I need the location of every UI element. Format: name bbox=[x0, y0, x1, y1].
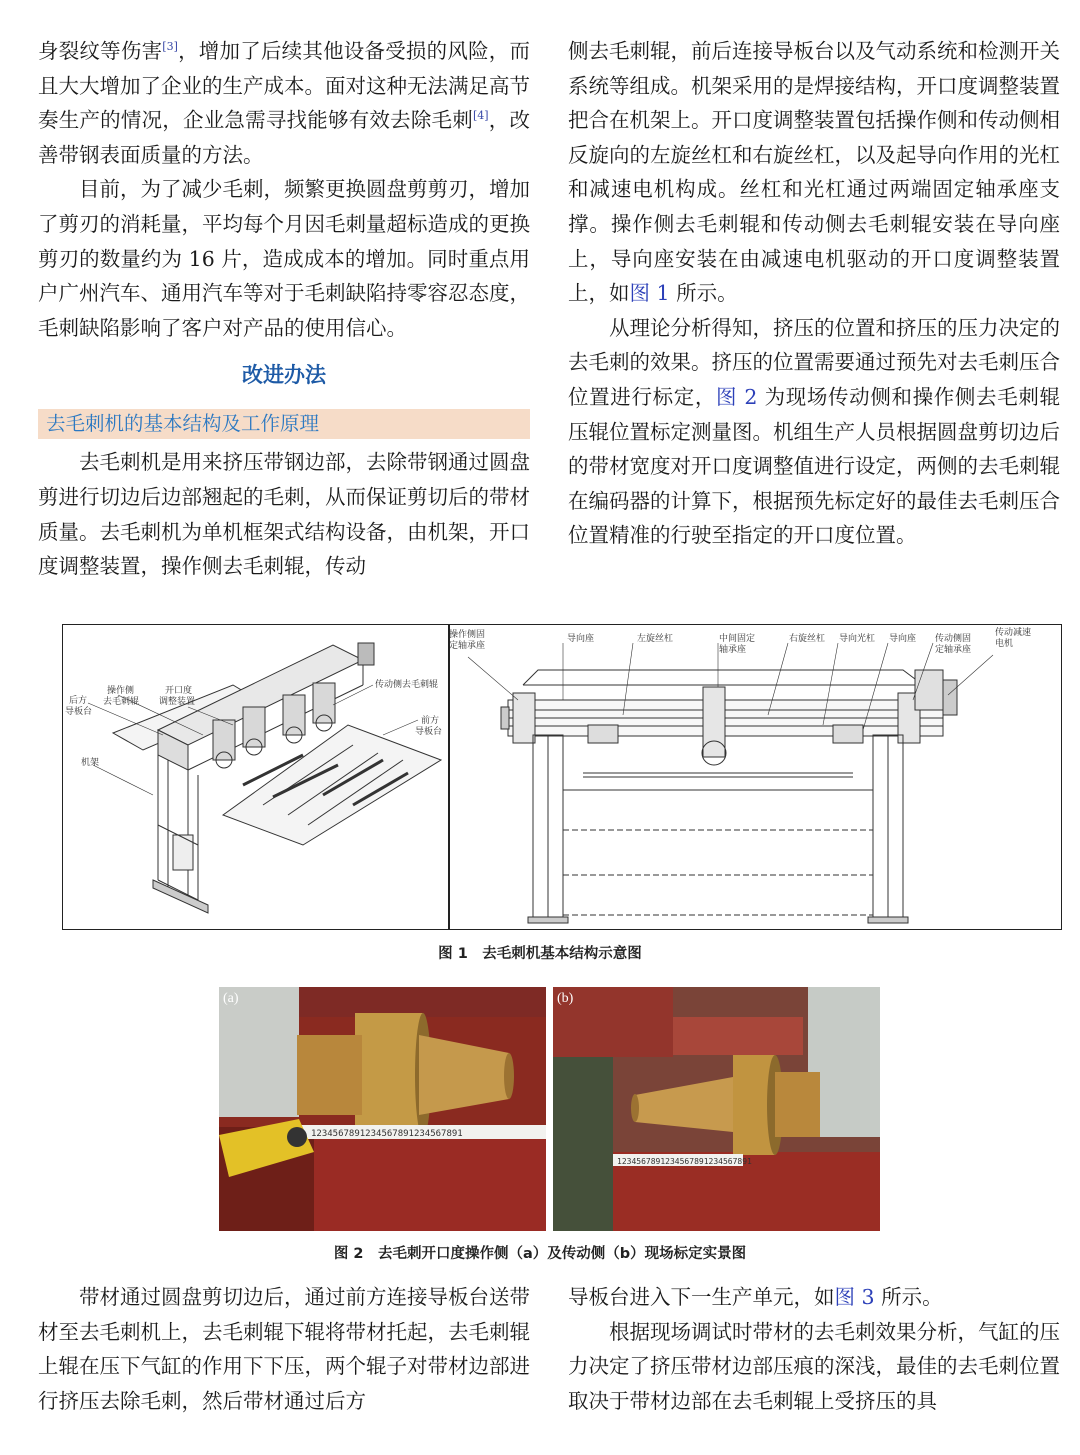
subsection-title: 去毛刺机的基本结构及工作原理 bbox=[38, 409, 530, 439]
figure-1-link[interactable]: 图 1 bbox=[629, 281, 670, 306]
paragraph-process: 带材通过圆盘剪切边后，通过前方连接导板台送带材至去毛刺机上，去毛刺辊下辊将带材托起，去毛刺辊上辊在压下气缸的作用下下压，两个辊子对带材边部进行挤压去除毛刺，然后带材通过后方 bbox=[38, 1285, 530, 1413]
figure-1 bbox=[62, 624, 1062, 930]
figure-2a-label: (a) bbox=[223, 991, 239, 1006]
svg-text:导向座: 导向座 bbox=[889, 634, 917, 644]
bottom-right-column bbox=[568, 1280, 1060, 1418]
figure-2a-photo bbox=[219, 987, 546, 1231]
paragraph-analysis: 根据现场调试时带材的去毛刺效果分析，气缸的压力决定了挤压带材边部压痕的深浅，最佳的去毛刺位置取决于带材边部在去毛刺辊上受挤压的具 bbox=[568, 1319, 1060, 1413]
figure-1-drawing bbox=[63, 625, 1063, 931]
svg-text:开口度调整装置: 开口度调整装置 bbox=[159, 686, 196, 707]
label-rear-guide-1: 后方 bbox=[69, 696, 88, 706]
figure-2b-label: (b) bbox=[557, 991, 574, 1006]
figure-2b-photo bbox=[553, 987, 880, 1231]
svg-text:导向光杠: 导向光杠 bbox=[839, 634, 876, 644]
svg-text:传动侧固定轴承座: 传动侧固定轴承座 bbox=[935, 634, 972, 655]
svg-text:操作侧去毛刺辊: 操作侧去毛刺辊 bbox=[103, 686, 140, 707]
svg-text:左旋丝杠: 左旋丝杠 bbox=[637, 634, 674, 644]
section-title: 改进办法 bbox=[242, 363, 326, 388]
paragraph-structure: 侧去毛刺辊，前后连接导板台以及气动系统和检测开关系统等组成。机架采用的是焊接结构，开口度调整装置把合在机架上。开口度调整装置包括操作侧和传动侧相反旋向的左旋丝杠和右旋丝杠，以及起导向作用的光杠和减速电机构成。丝杠和光杠通过两端固定轴承座支撑。操作侧去毛刺辊和传动侧去毛刺辊安装在导向座上，导向座安装在由减速电机驱动的开口度调整装置上，如图 1 所示。 bbox=[568, 39, 1060, 306]
right-column bbox=[568, 34, 1060, 553]
paragraph-intro-end: 身裂纹等伤害[3]，增加了后续其他设备受损的风险，而且大大增加了企业的生产成本。面对这种无法满足高节奏生产的情况，企业急需寻找能够有效去除毛刺[4]，改善带钢表面质量的方法。 bbox=[38, 39, 531, 167]
figure-2-link[interactable]: 图 2 bbox=[716, 384, 758, 409]
left-column bbox=[38, 34, 530, 584]
paragraph-current-situation: 目前，为了减少毛刺，频繁更换圆盘剪剪刃，增加了剪刃的消耗量，平均每个月因毛刺量超标造成的更换剪刃的数量约为 16 片，造成成本的增加。同时重点用户广州汽车、通用汽车等对于毛刺缺陷持零容忍态度，毛刺缺陷影响了客户对产品的使用信心。 bbox=[38, 177, 530, 340]
svg-text:传动减速电机: 传动减速电机 bbox=[995, 628, 1032, 649]
svg-text:右旋丝杠: 右旋丝杠 bbox=[789, 634, 826, 644]
ruler-text-a: 1234567891234567891234567891 bbox=[311, 1129, 463, 1139]
bottom-left-column bbox=[38, 1280, 530, 1418]
svg-text:传动侧去毛刺辊: 传动侧去毛刺辊 bbox=[375, 680, 439, 690]
svg-text:操作侧固定轴承座: 操作侧固定轴承座 bbox=[449, 630, 486, 651]
ruler-text-b: 1234567891234567891234567891 bbox=[617, 1157, 752, 1166]
machine-elevation-drawing bbox=[468, 643, 993, 923]
paragraph-process-end: 导板台进入下一生产单元，如图 3 所示。 bbox=[568, 1285, 943, 1309]
figure-1-caption: 图 1 去毛刺机基本结构示意图 bbox=[438, 946, 642, 962]
paragraph-theory: 从理论分析得知，挤压的位置和挤压的压力决定的去毛刺的效果。挤压的位置需要通过预先对去毛刺压合位置进行标定，图 2 为现场传动侧和操作侧去毛刺辊压辊位置标定测量图。机组生产人员根据圆盘剪切边后的带材宽度对开口度调整值进行设定，两侧的去毛刺辊在编码器的计算下，根据预先标定好的最佳去毛刺压合位置精准的行驶至指定的开口度位置。 bbox=[568, 315, 1061, 548]
figure-1-divider bbox=[448, 625, 450, 929]
svg-text:机架: 机架 bbox=[81, 758, 100, 768]
svg-text:后方导板台: 后方导板台 bbox=[65, 696, 93, 717]
figure-2-caption: 图 2 去毛刺开口度操作侧（a）及传动侧（b）现场标定实景图 bbox=[333, 1246, 747, 1262]
citation-4[interactable]: [4] bbox=[472, 109, 489, 123]
figure-3-link[interactable]: 图 3 bbox=[834, 1285, 875, 1309]
citation-3[interactable]: [3] bbox=[162, 40, 178, 54]
svg-text:中间固定轴承座: 中间固定轴承座 bbox=[719, 634, 756, 655]
svg-text:前方导板台: 前方导板台 bbox=[415, 716, 443, 737]
paragraph-deburr-intro: 去毛刺机是用来挤压带钢边部，去除带钢通过圆盘剪进行切边后边部翘起的毛刺，从而保证剪切后的带材质量。去毛刺机为单机框架式结构设备，由机架，开口度调整装置，操作侧去毛刺辊，传动 bbox=[38, 450, 530, 579]
svg-text:导向座: 导向座 bbox=[567, 634, 595, 644]
